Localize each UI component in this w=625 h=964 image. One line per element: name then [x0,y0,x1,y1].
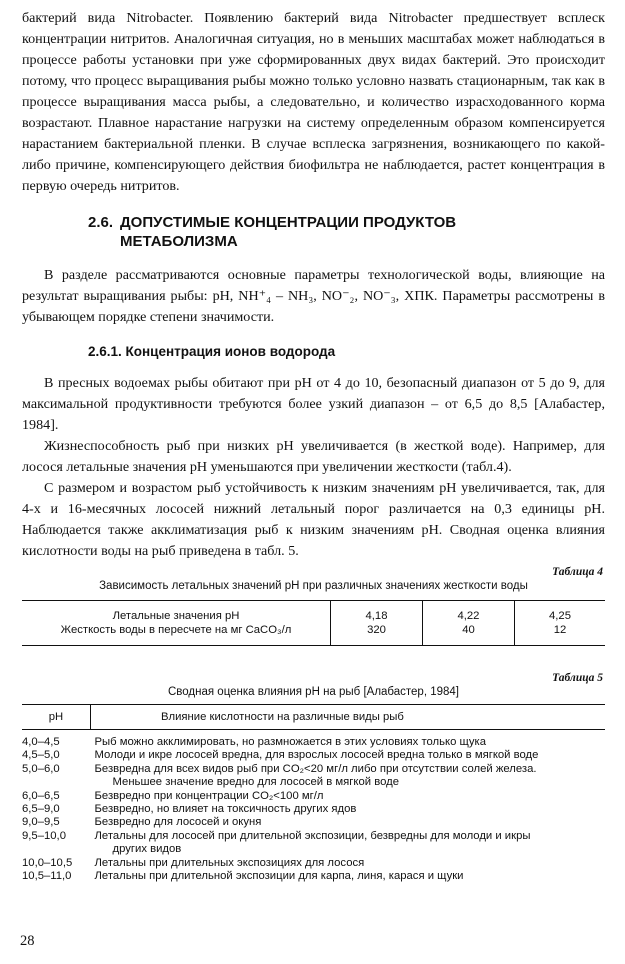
table5-effect-continuation: других видов [112,843,182,856]
paragraph-size-age: С размером и возрастом рыб устойчивость к низким значениям pH увеличивается, так, для 4-х и 16-месячных лососей нижний летальный порог различается на 0,3 единицы pH. Наблюдается также акклиматизация рыб к низким значениям pH. Сводная оценка влияния кислотности воды на рыб приведена в табл. 5. [22,480,605,559]
table-row [22,830,605,857]
table5-ph-cell: 10,0–10,5 [22,856,73,869]
table5-effect-text: Молоди и икре лососей вредна, для взрослых лососей вредна только в мягкой воде [94,749,539,762]
table5-effect-continuation: Меньшее значение вредно для лососей в мягкой воде [112,776,399,789]
table4-caption: Зависимость летальных значений pH при различных значениях жесткости воды [99,580,528,592]
table5-effect-cell [91,870,606,883]
table5-ph-cell: 4,0–4,5 [22,736,60,748]
table5-header-row [22,705,605,730]
table5-effect-cell [91,790,606,803]
table5-effect-text: Безвредно при концентрации CO₂<100 мг/л [94,789,324,802]
table4-label: Таблица 4 [552,566,603,578]
table-row [22,763,605,790]
table4-column [331,601,423,646]
table5-ph-cell: 6,0–6,5 [22,789,60,802]
table5 [22,704,605,883]
table5-effect-text: Летальны для лососей при длительной экспозиции, безвредны для молоди и икры [94,829,531,842]
table-row [22,803,605,816]
paragraph-intro: бактерий вида Nitrobacter. Появлению бактерий вида Nitrobacter предшествует всплеск концентрации нитритов. Аналогичная ситуация, но в меньших масштабах может наблюдаться в процессе работы установки при уже сформированных двух видах бактерий. Это происходит потому, что процесс выращивания рыбы можно только условно назвать стационарным, так как в процессе выращивания масса рыбы, а следовательно, и количество израсходованного корма возрастают. Плавное нарастание нагрузки на систему определенным образом компенсируется нарастанием бактериальной пленки. В случае всплеска загрязнения, возникающего по какой-либо причине, компенсирующего действия биофильтра не наблюдается, растет концентрация в первую очередь нитритов. [22,10,605,194]
table5-effect-cell [91,763,606,790]
table-row [22,749,605,762]
section-heading [88,213,605,251]
paragraph-parameters: В разделе рассматриваются основные параметры технологической воды, влияющие на результат выращивания рыбы: pH, NH⁺₄ – NH₃, NO⁻₂, NO⁻₃, ХПК. Параметры рассмотрены в убывающем порядке степени значимости. [22,267,605,325]
paragraph-ph-range: В пресных водоемах рыбы обитают при pH от 4 до 10, безопасный диапазон от 5 до 9, для максимальной продуктивности требуются более узкий диапазон – от 6,5 до 8,5 [Алабастер, 1984]. [22,375,605,433]
subsection-heading: 2.6.1. Концентрация ионов водорода [88,344,336,359]
table5-effect-cell [91,730,606,750]
table4-hardness-value: 12 [553,624,567,636]
table-row [22,790,605,803]
table5-effect-cell [91,749,606,762]
section-title-line1: ДОПУСТИМЫЕ КОНЦЕНТРАЦИИ ПРОДУКТОВ [120,214,457,231]
table5-effect-text: Безвредно, но влияет на токсичность других ядов [94,803,357,816]
table5-ph-cell: 4,5–5,0 [22,749,60,762]
table5-header-ph: pH [22,705,91,730]
table4-ph-value: 4,25 [548,610,571,622]
table4-row [22,601,605,646]
table5-ph-cell: 6,5–9,0 [22,803,60,816]
table4-row2-label: Жесткость воды в пересчете на мг CaCO₃/л [60,624,292,636]
table5-effect-text: Безвредно для лососей и окуня [94,816,262,829]
table5-effect-cell [91,816,606,829]
section-number: 2.6. [88,214,114,231]
table-row [22,870,605,883]
table4-column [422,601,514,646]
table-row [22,816,605,829]
table4-hardness-value: 40 [462,624,475,636]
table-row [22,857,605,870]
table5-ph-cell: 9,5–10,0 [22,829,66,842]
table4-ph-value: 4,18 [365,610,388,622]
table4-row1-label: Летальные значения pH [112,610,240,622]
table5-ph-cell: 9,0–9,5 [22,816,60,829]
table5-effect-text: Летальны при длительной экспозиции для карпа, линя, карася и щуки [94,870,464,883]
table4-column [514,601,605,646]
table5-effect-text: Рыб можно акклимировать, но размножается в этих условиях только щука [94,736,487,748]
table5-effect-text: Летальны при длительных экспозициях для лосося [94,856,365,869]
table-row [22,730,605,750]
page-number: 28 [20,933,35,949]
section-title-line2: МЕТАБОЛИЗМА [120,233,238,250]
table5-effect-text: Безвредна для всех видов рыб при CO₂<20 мг/л либо при отсутствии солей железа. [94,762,537,775]
table4-row-labels [22,601,331,646]
table5-header-effect: Влияние кислотности на различные виды рыб [91,705,606,730]
table5-ph-cell: 5,0–6,0 [22,762,60,775]
table4-ph-value: 4,22 [457,610,480,622]
table5-label: Таблица 5 [552,672,603,684]
table5-caption: Сводная оценка влияния pH на рыб [Алабастер, 1984] [167,686,459,698]
table5-ph-cell: 10,5–11,0 [22,870,72,883]
table4-hardness-value: 320 [367,624,386,636]
table5-effect-cell [91,830,606,857]
paragraph-viability: Жизнеспособность рыб при низких pH увеличивается (в жесткой воде). Например, для лосося летальные значения pH уменьшаются при увеличении жесткости (табл.4). [22,438,605,475]
table5-effect-cell [91,857,606,870]
table4 [22,600,605,646]
table5-effect-cell [91,803,606,816]
